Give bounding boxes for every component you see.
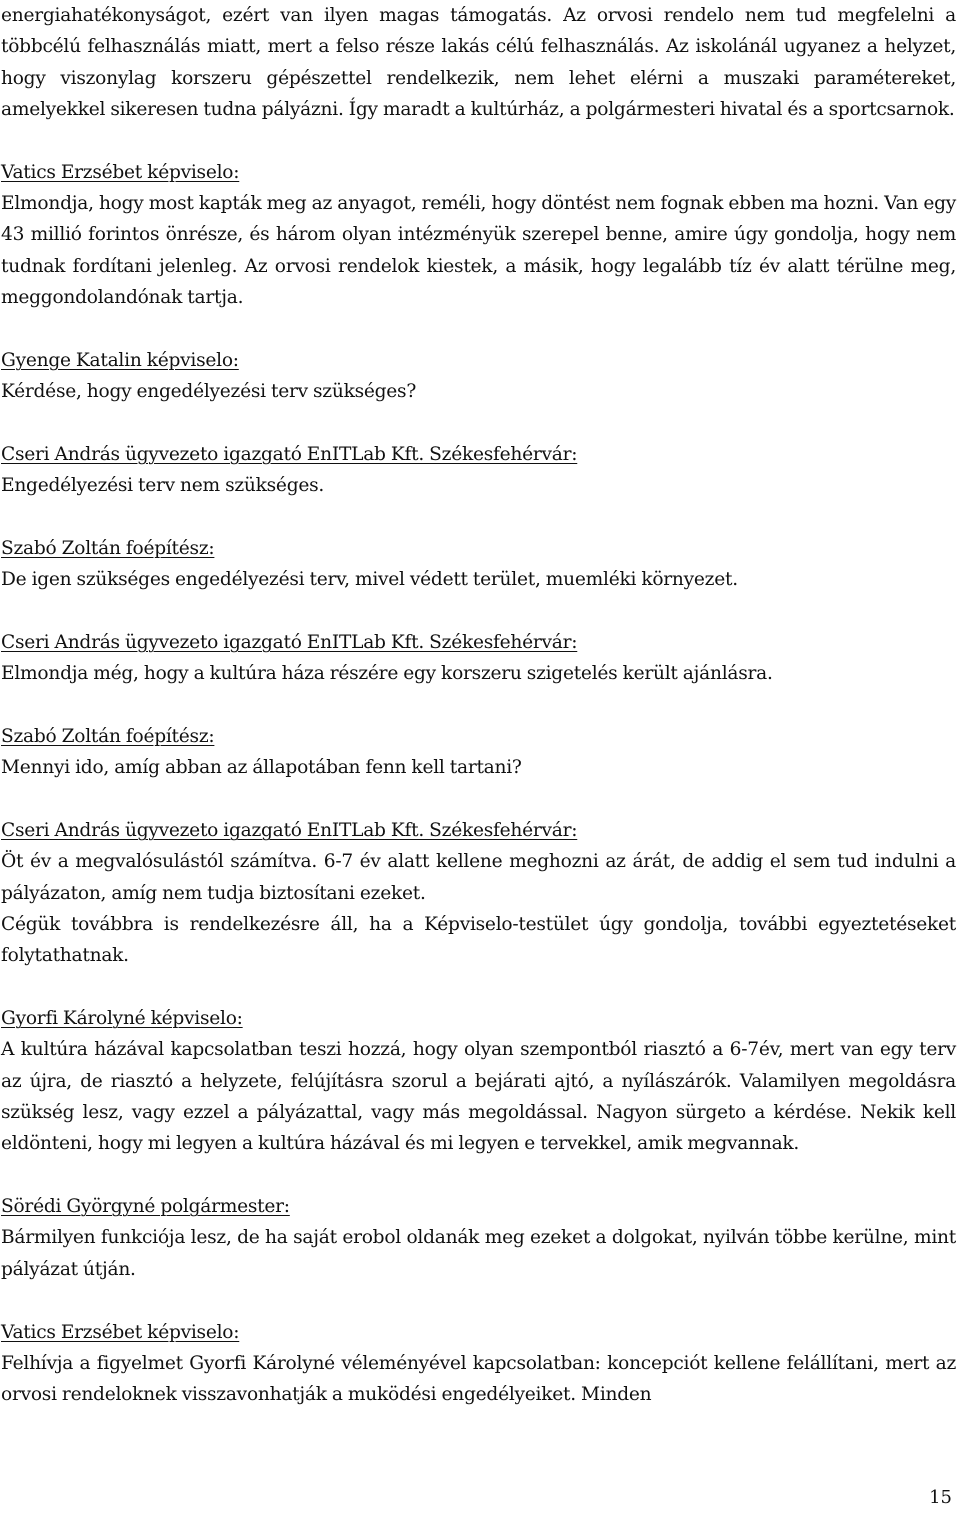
paragraph: Felhívja a figyelmet Gyorfi Károlyné véleményével kapcsolatban: koncepciót kellene felállítani, mert az orvosi rendeloknek visszavonhatják a muködési engedélyeiket. Minden [1, 1352, 956, 1406]
paragraph: Kérdése, hogy engedélyezési terv szükséges? [1, 380, 417, 402]
paragraph: De igen szükséges engedélyezési terv, mivel védett terület, muemléki környezet. [1, 569, 738, 591]
speaker-heading: Cseri András ügyvezeto igazgató EnITLab Kft. Székesfehérvár: [1, 443, 578, 465]
speaker-heading: Vatics Erzsébet képviselo: [1, 161, 240, 183]
paragraph: Bármilyen funkciója lesz, de ha saját erobol oldanák meg ezeket a dolgokat, nyilván többe kerülne, mint pályázat útján. [1, 1227, 956, 1280]
paragraph: Öt év a megvalósulástól számítva. 6-7 év alatt kellene meghozni az árát, de addig el sem tud indulni a pályázaton, amíg nem tudja biztosítani ezeket. [1, 851, 956, 904]
page-number: 15 [929, 1487, 952, 1508]
speaker-heading: Gyorfi Károlyné képviselo: [1, 1008, 243, 1030]
paragraph: energiahatékonyságot, ezért van ilyen magas támogatás. Az orvosi rendelo nem tud megfelelni a többcélú felhasználás miatt, mert a felso része lakás célú felhasználás. Az iskolánál ugyanez a helyzet, hogy viszonylag korszeru gépészettel rendelkezik, nem lehet elérni a muszaki paramétereket, amelyekkel sikeresen tudna pályázni. Így maradt a kultúrház, a polgármesteri hivatal és a sportcsarnok. [1, 5, 956, 120]
speaker-heading: Vatics Erzsébet képviselo: [1, 1321, 240, 1343]
paragraph: Elmondja még, hogy a kultúra háza részére egy korszeru szigetelés került ajánlásra. [1, 663, 773, 685]
speaker-heading: Szabó Zoltán foépítész: [1, 726, 215, 748]
speaker-heading: Gyenge Katalin képviselo: [1, 349, 239, 371]
paragraph: Elmondja, hogy most kapták meg az anyagot, reméli, hogy döntést nem fognak ebben ma hozni. Van egy 43 millió forintos önrésze, és három olyan intézményük szerepel benne, amire úgy gondolja, hogy nem tudnak fordítani jelenleg. Az orvosi rendelok kiestek, a másik, hogy legalább tíz év alatt térülne meg, meggondolandónak tartja. [1, 192, 956, 308]
paragraph: Cégük továbbra is rendelkezésre áll, ha a Képviselo-testület úgy gondolja, további egyeztetéseket folytathatnak. [1, 914, 956, 967]
paragraph: A kultúra házával kapcsolatban teszi hozzá, hogy olyan szempontból riasztó a 6-7év, mert van egy terv az újra, de riasztó a helyzete, felújításra szorul a bejárati ajtó, a nyílászárók. Valamilyen megoldásra szükség lesz, vagy ezzel a pályázattal, vagy más megoldással. Nagyon sürgeto a kérdése. Nekik kell eldönteni, hogy mi legyen a kultúra házával és mi legyen e tervekkel, amik megvannak. [1, 1039, 956, 1155]
speaker-heading: Cseri András ügyvezeto igazgató EnITLab Kft. Székesfehérvár: [1, 820, 578, 842]
speaker-heading: Szabó Zoltán foépítész: [1, 537, 215, 559]
paragraph: Engedélyezési terv nem szükséges. [1, 475, 325, 497]
speaker-heading: Cseri András ügyvezeto igazgató EnITLab Kft. Székesfehérvár: [1, 631, 578, 653]
speaker-heading: Sörédi Györgyné polgármester: [1, 1196, 290, 1218]
paragraph: Mennyi ido, amíg abban az állapotában fenn kell tartani? [1, 757, 522, 779]
page-body [1, 0, 956, 1410]
